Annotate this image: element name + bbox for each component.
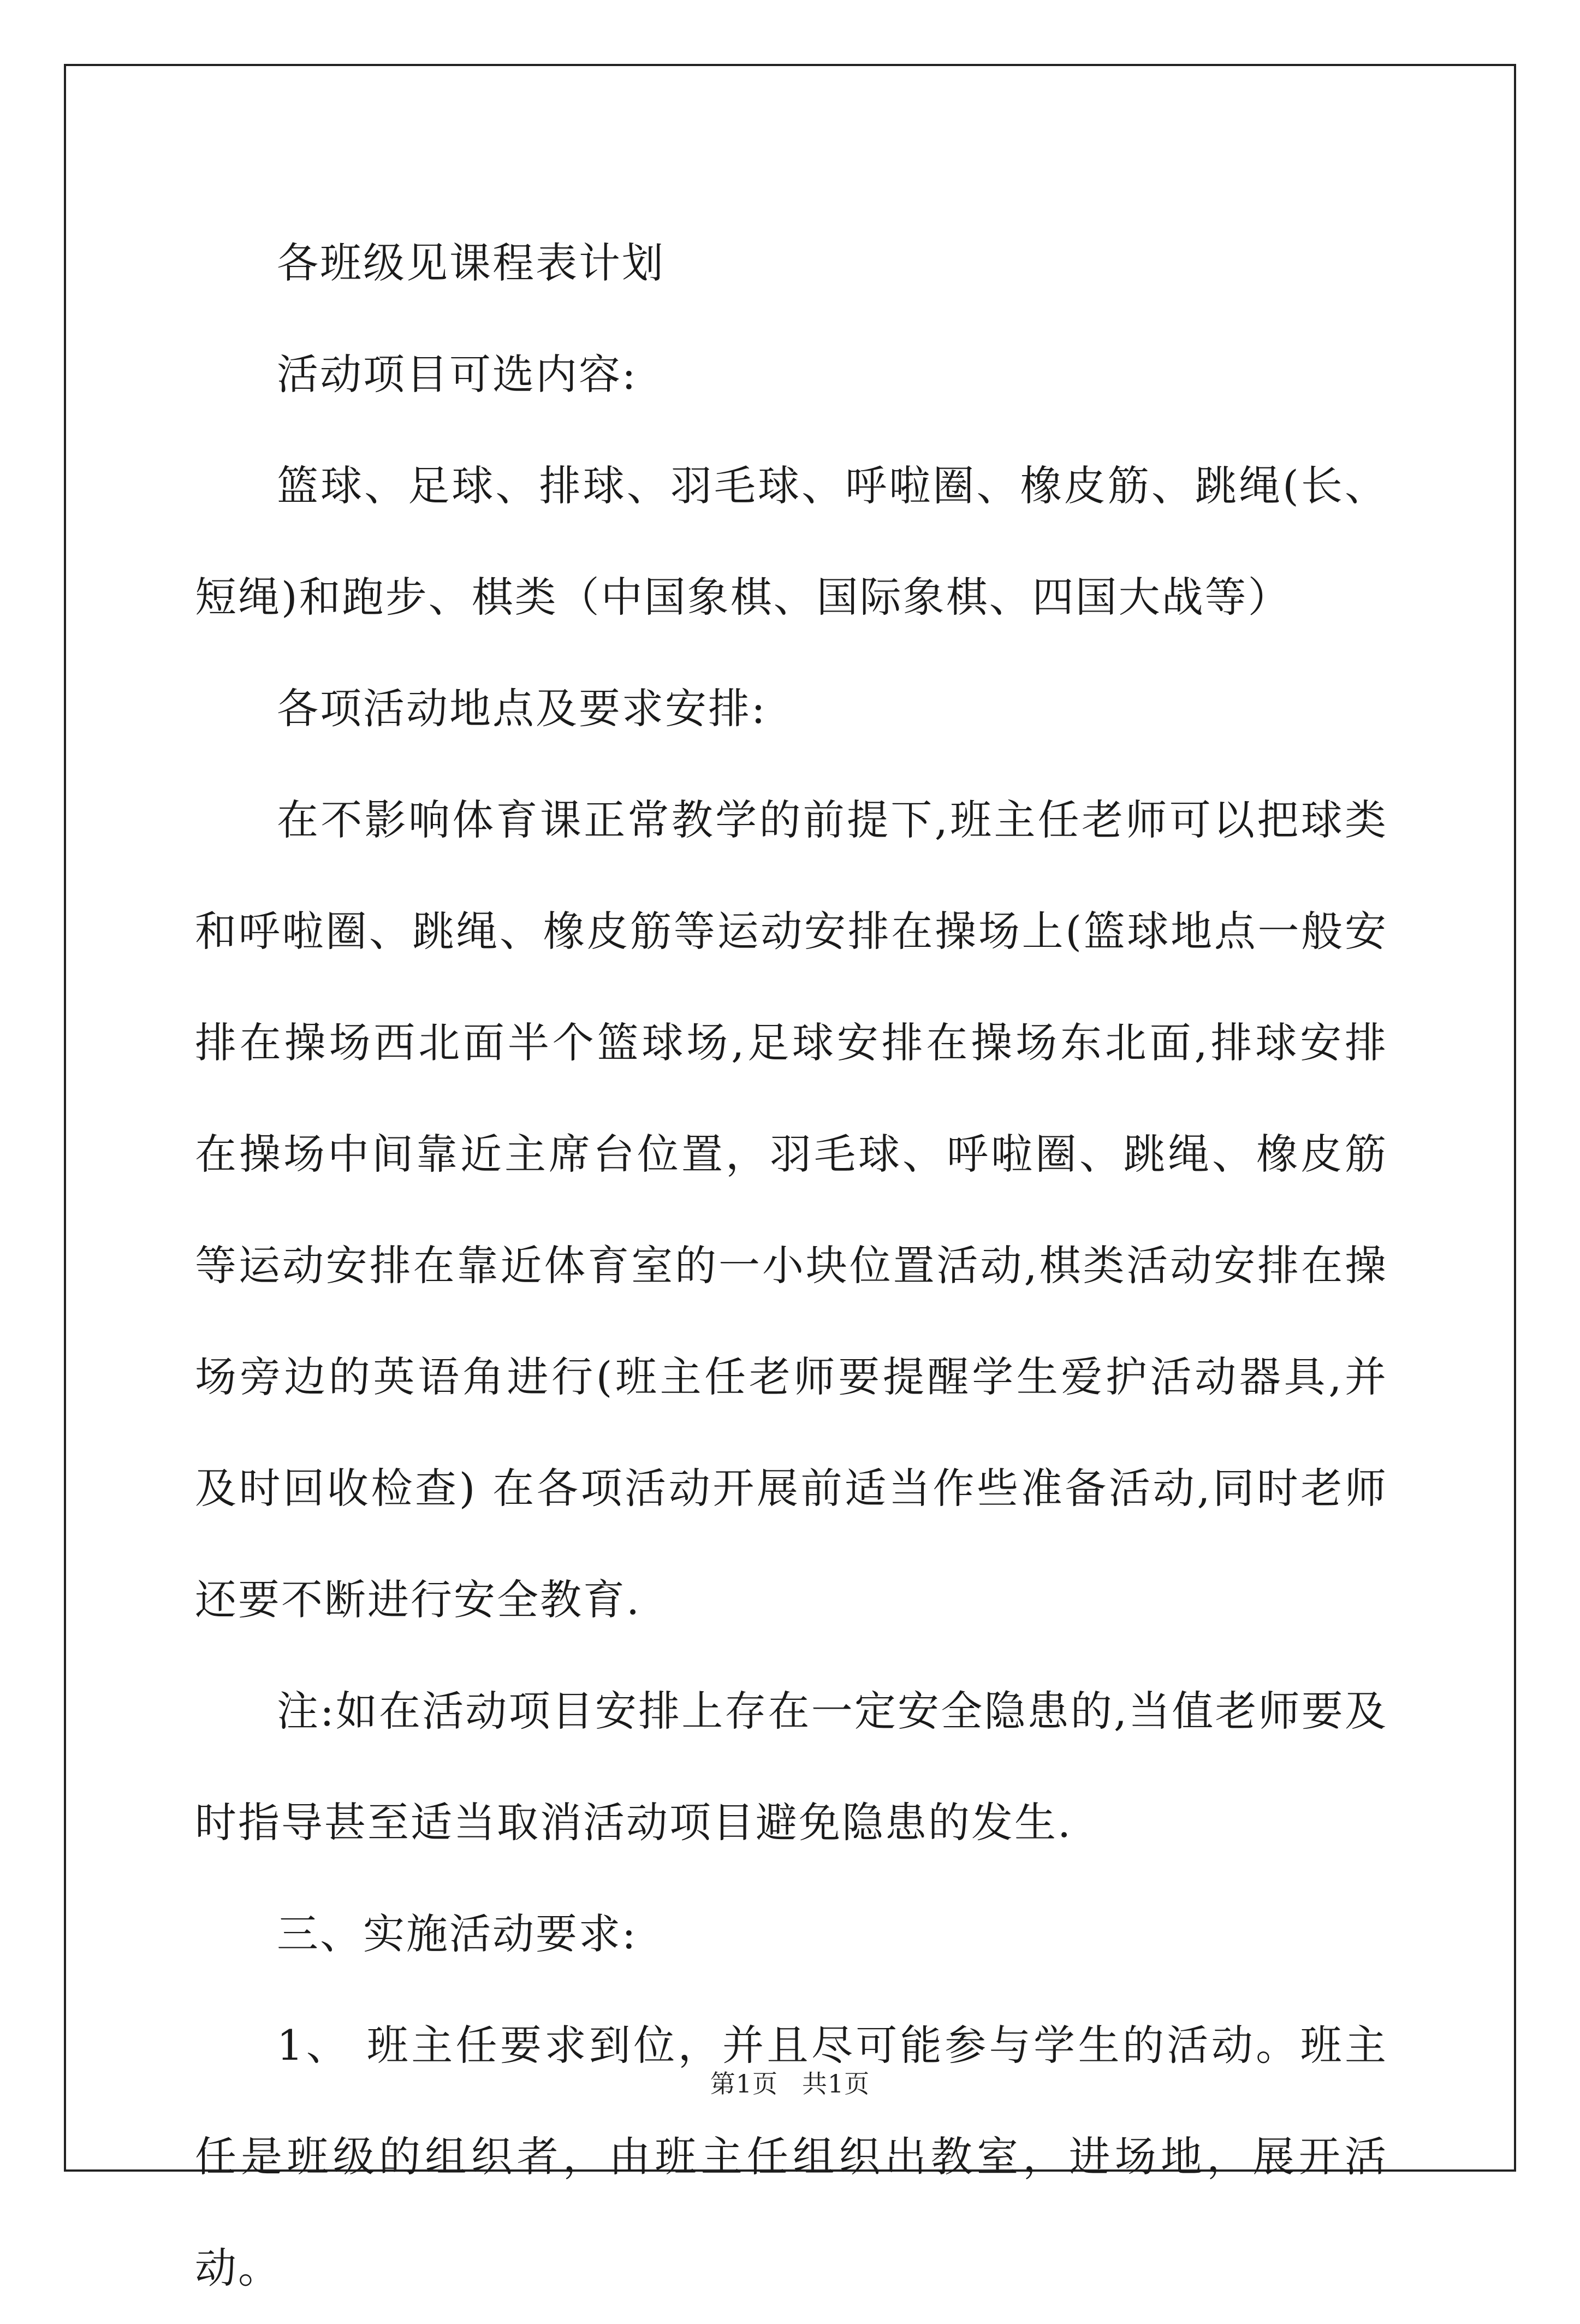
paragraph-safety-note: 注:如在活动项目安排上存在一定安全隐患的,当值老师要及时指导甚至适当取消活动项目避免隐患的发生. <box>195 1687 1388 1847</box>
page-number: 第1页 <box>710 2069 778 2098</box>
page-total: 共1页 <box>802 2069 870 2098</box>
paragraph-location-heading: 各项活动地点及要求安排: <box>277 684 767 733</box>
page-footer <box>0 2064 1580 2100</box>
paragraph-location-details: 在不影响体育课正常教学的前提下,班主任老师可以把球类和呼啦圈、跳绳、橡皮筋等运动安排在操场上(篮球地点一般安排在操场西北面半个篮球场,足球安排在操场东北面,排球安排在操场中间靠近主席台位置，羽毛球、呼啦圈、跳绳、橡皮筋等运动安排在靠近体育室的一小块位置活动,棋类活动安排在操场旁边的英语角进行(班主任老师要提醒学生爱护活动器具,并及时回收检查) 在各项活动开展前适当作些准备活动,同时老师还要不断进行安全教育. <box>195 796 1388 1624</box>
paragraph-optional-activities-heading: 活动项目可选内容: <box>277 350 638 399</box>
paragraph-requirements-heading: 三、实施活动要求: <box>277 1910 638 1958</box>
paragraph-schedule-plan: 各班级见课程表计划 <box>277 239 665 287</box>
paragraph-activity-list: 篮球、足球、排球、羽毛球、呼啦圈、橡皮筋、跳绳(长、短绳)和跑步、棋类（中国象棋、国际象棋、四国大战等） <box>195 461 1388 621</box>
paragraph-requirement-1: 1、 班主任要求到位，并且尽可能参与学生的活动。班主任是班级的组织者，由班主任组织出教室，进场地，展开活动。 <box>195 2021 1388 2292</box>
document-body <box>195 208 1388 2324</box>
